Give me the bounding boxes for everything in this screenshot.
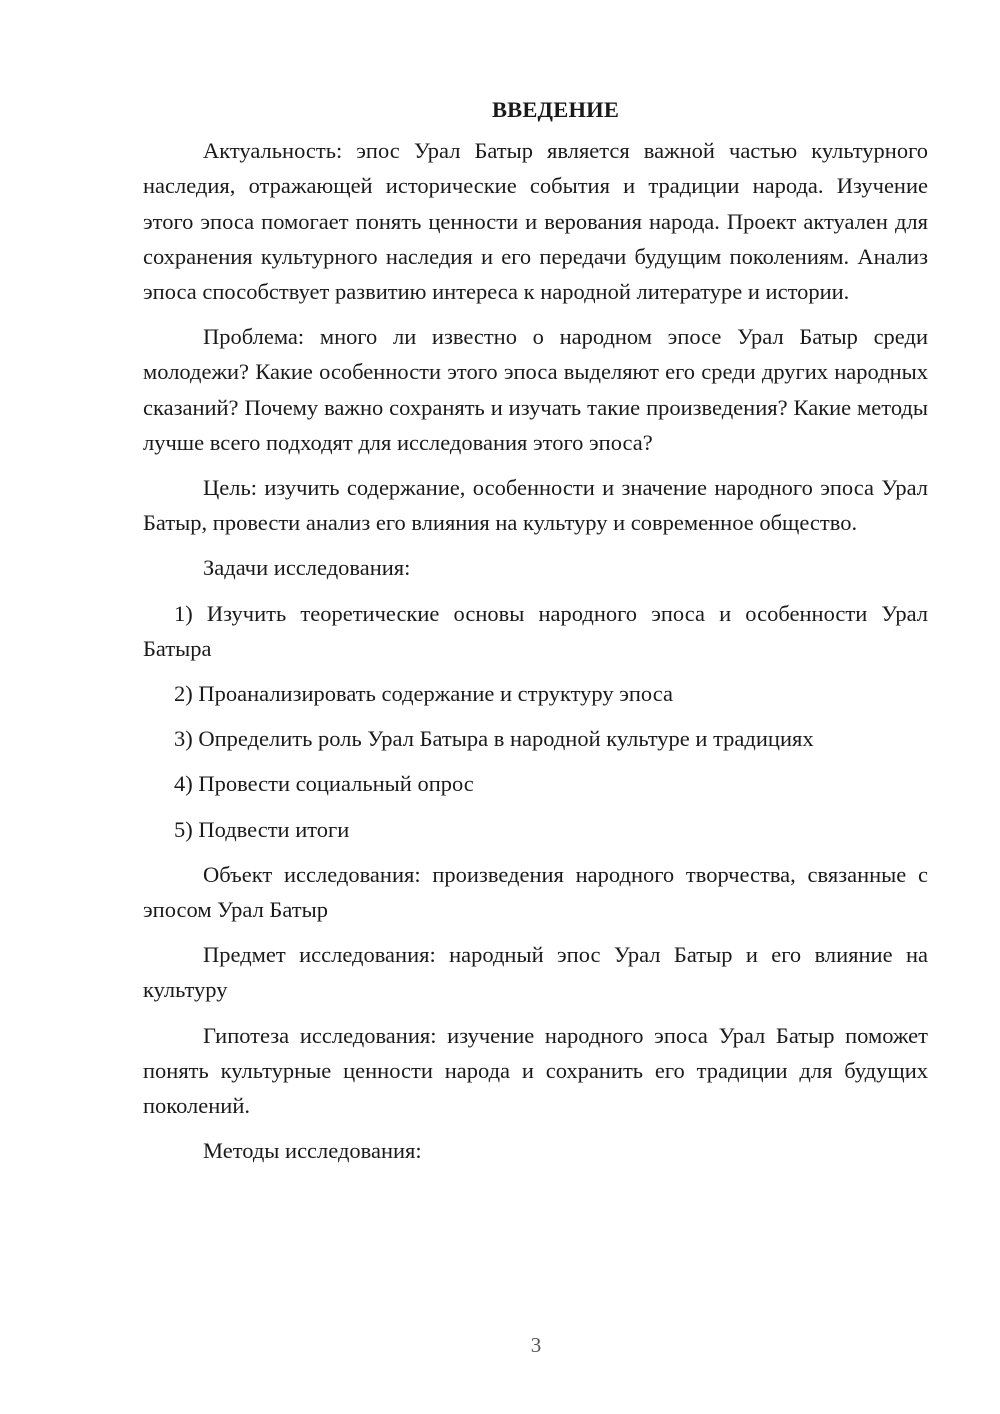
page-content <box>143 92 928 1178</box>
paragraph-relevance: Актуальность: эпос Урал Батыр является важной частью культурного наследия, отражающей исторические события и традиции народа. Изучение этого эпоса помогает понять ценности и верования народа. Проект актуален для сохранения культурного наследия и его передачи будущим поколениям. Анализ эпоса способствует развитию интереса к народной литературе и истории. <box>143 138 928 305</box>
paragraph-object: Объект исследования: произведения народного творчества, связанные с эпосом Урал Батыр <box>143 861 928 923</box>
task-item-4: 4) Провести социальный опрос <box>174 771 474 797</box>
paragraph-hypothesis: Гипотеза исследования: изучение народного эпоса Урал Батыр поможет понять культурные ценности народа и сохранить его традиции для будущих поколений. <box>143 1022 928 1119</box>
task-item-1: 1) Изучить теоретические основы народного эпоса и особенности Урал Батыра <box>143 600 928 661</box>
paragraph-goal: Цель: изучить содержание, особенности и значение народного эпоса Урал Батыр, провести анализ его влияния на культуру и современное общество. <box>143 475 928 536</box>
task-item-5: 5) Подвести итоги <box>174 816 350 842</box>
section-heading: ВВЕДЕНИЕ <box>491 97 620 122</box>
paragraph-methods: Методы исследования: <box>203 1138 422 1164</box>
page-number: 3 <box>530 1333 542 1357</box>
task-item-3: 3) Определить роль Урал Батыра в народной культуре и традициях <box>174 726 814 752</box>
task-item-2: 2) Проанализировать содержание и структуру эпоса <box>174 681 673 707</box>
paragraph-subject: Предмет исследования: народный эпос Урал Батыр и его влияние на культуру <box>143 942 928 1003</box>
paragraph-problem: Проблема: много ли известно о народном эпосе Урал Батыр среди молодежи? Какие особенности этого эпоса выделяют его среди других народных сказаний? Почему важно сохранять и изучать такие произведения? Какие методы лучше всего подходят для исследования этого эпоса? <box>143 324 928 455</box>
paragraph-tasks-title: Задачи исследования: <box>203 555 411 581</box>
